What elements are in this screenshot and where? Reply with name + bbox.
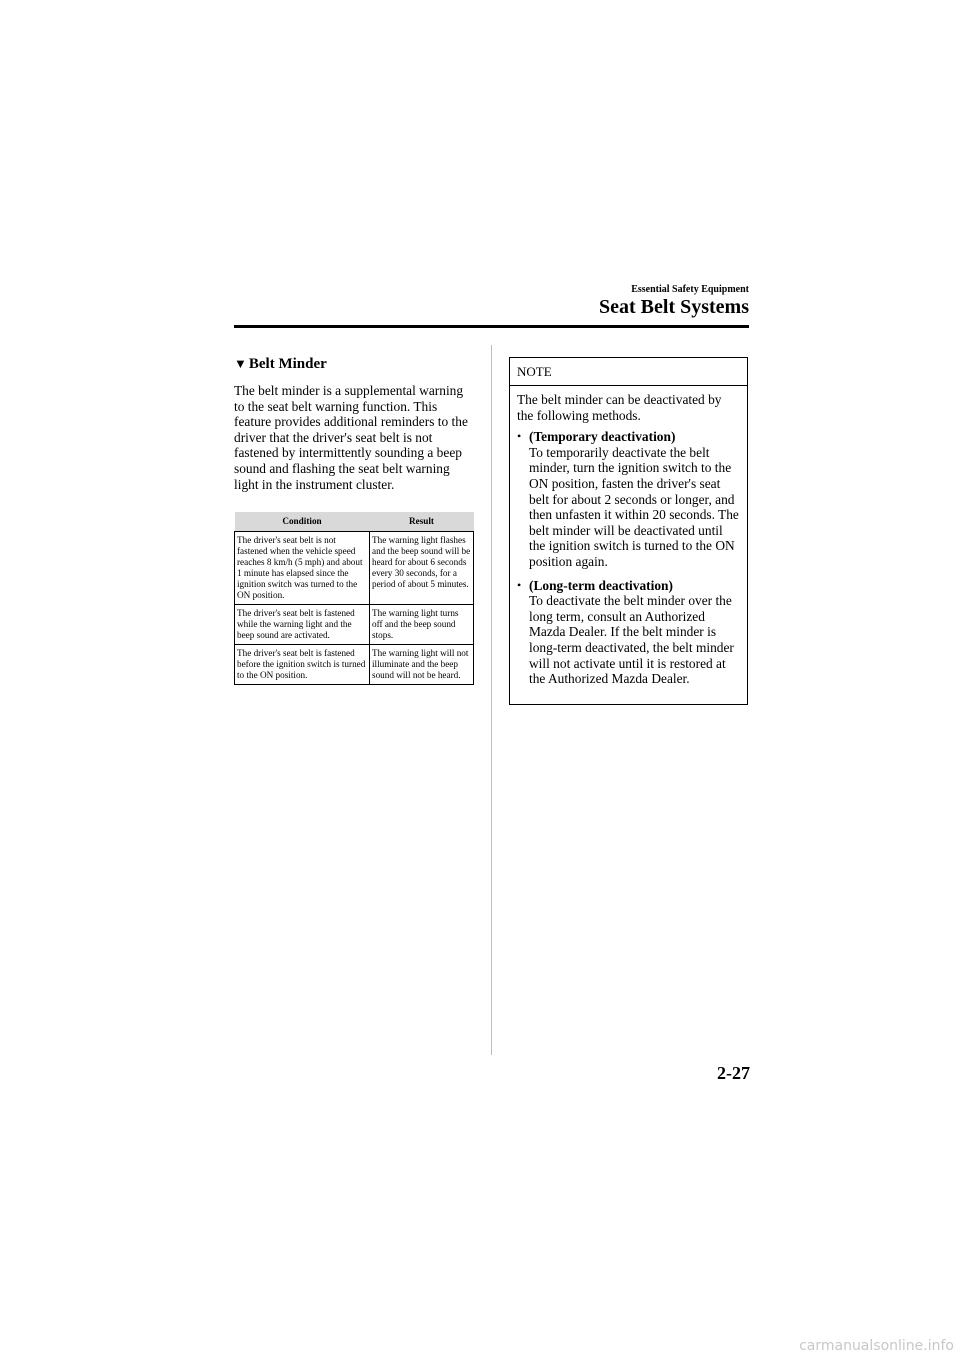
left-column	[234, 355, 476, 685]
header-rule	[234, 325, 749, 328]
triangle-down-icon: ▼	[234, 356, 247, 371]
table-cell-condition: The driver's seat belt is not fastened when the vehicle speed reaches 8 km/h (5 mph) and about 1 minute has elapsed since the ignition switch was turned to the ON position.	[235, 532, 370, 605]
note-body	[510, 386, 747, 687]
table-header-row	[235, 512, 474, 532]
table-row	[235, 605, 474, 645]
list-item	[517, 578, 741, 687]
table-cell-condition: The driver's seat belt is fastened before the ignition switch is turned to the ON position.	[235, 645, 370, 685]
note-item-content	[529, 429, 741, 569]
table-row	[235, 645, 474, 685]
page-number: 2-27	[717, 1063, 750, 1083]
note-title: NOTE	[510, 358, 747, 386]
note-item-label: (Long-term deactivation)	[529, 577, 673, 593]
watermark: carmanualsonline.info	[799, 1338, 954, 1354]
table-cell-result: The warning light flashes and the beep sound will be heard for about 6 seconds every 30 seconds, for a period of about 5 minutes.	[370, 532, 474, 605]
column-divider	[491, 345, 492, 1055]
note-item-content	[529, 578, 741, 687]
condition-result-table	[234, 512, 474, 685]
table-cell-result: The warning light will not illuminate and the beep sound will not be heard.	[370, 645, 474, 685]
table-header-condition: Condition	[235, 512, 370, 532]
belt-minder-intro: The belt minder is a supplemental warning to the seat belt warning function. This feature provides additional reminders to the driver that the driver's seat belt is not fastened by intermittently sounding a beep sound and flashing the seat belt warning light in the instrument cluster.	[234, 383, 468, 492]
table-row	[235, 532, 474, 605]
bullet-icon: •	[517, 577, 522, 592]
note-intro: The belt minder can be deactivated by the following methods.	[517, 392, 722, 423]
table-cell-result: The warning light turns off and the beep sound stops.	[370, 605, 474, 645]
note-item-text: To temporarily deactivate the belt minder, turn the ignition switch to the ON position, fasten the driver's seat belt for about 2 seconds or longer, and then unfasten it within 20 seconds. The belt minder will be deactivated until the ignition switch is turned to the ON position again.	[529, 444, 739, 569]
note-item-text: To deactivate the belt minder over the long term, consult an Authorized Mazda Dealer. If the belt minder is long-term deactivated, the belt minder will not activate until it is restored at the Authorized Mazda Dealer.	[529, 593, 734, 687]
header-section-label: Essential Safety Equipment	[631, 284, 749, 295]
belt-minder-heading-text: Belt Minder	[248, 356, 327, 372]
note-box	[509, 357, 748, 705]
table-cell-condition: The driver's seat belt is fastened while the warning light and the beep sound are activated.	[235, 605, 370, 645]
list-item	[517, 429, 741, 569]
belt-minder-heading	[234, 355, 476, 373]
bullet-icon: •	[517, 429, 522, 444]
note-item-label: (Temporary deactivation)	[529, 429, 676, 445]
page-title: Seat Belt Systems	[599, 296, 749, 318]
table-header-result: Result	[370, 512, 474, 532]
